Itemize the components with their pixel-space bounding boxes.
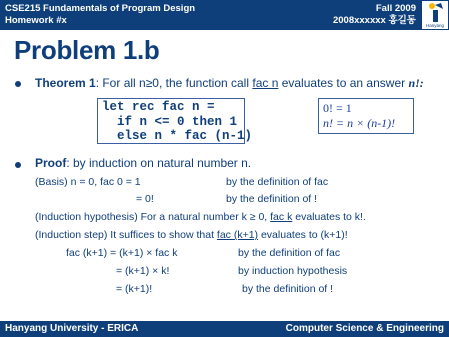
theorem-call: fac n — [252, 76, 279, 90]
step-line — [35, 229, 348, 241]
theorem-label: Theorem 1 — [35, 76, 96, 90]
code-line-1: let rec fac n = — [102, 100, 215, 114]
bullet-theorem — [15, 81, 21, 87]
hypothesis-call: fac k — [270, 211, 293, 223]
theorem-answer: n!: — [408, 76, 424, 90]
derivation-left-3: = (k+1)! — [116, 283, 153, 295]
course-title: CSE215 Fundamentals of Program Design — [5, 3, 196, 14]
basis-left: (Basis) n = 0, fac 0 = 1 — [35, 176, 141, 188]
derivation-left-2: = (k+1) × k! — [116, 265, 170, 277]
derivation-left-1: fac (k+1) = (k+1) × fac k — [66, 247, 178, 259]
derivation-right-2: by induction hypothesis — [238, 265, 348, 277]
hypothesis-line — [35, 211, 366, 223]
theorem-text-b: evaluates to an answer — [278, 76, 409, 90]
proof-text: : by induction on natural number n. — [66, 156, 252, 170]
slide-title: Problem 1.b — [14, 35, 160, 65]
derivation-right-1: by the definition of fac — [238, 247, 341, 259]
header-bar — [0, 0, 449, 30]
hypothesis-text-b: evaluates to k!. — [292, 211, 366, 223]
factorial-definition-box — [318, 98, 414, 134]
theorem-text-a: : For all n≥0, the function call — [95, 76, 253, 90]
logo-text: Hanyang — [425, 23, 445, 28]
hypothesis-text-a: (Induction hypothesis) For a natural number k ≥ 0, — [35, 211, 271, 223]
student-label: 2008xxxxxx 홍길동 — [332, 15, 416, 26]
basis-right: by the definition of fac — [226, 176, 329, 188]
definition-line-1: 0! = 1 — [323, 101, 352, 115]
proof-label: Proof — [35, 156, 67, 170]
step-text-a: (Induction step) It suffices to show that — [35, 229, 217, 241]
proof-line — [35, 156, 251, 170]
theorem-line — [35, 76, 424, 91]
basis-right-2: by the definition of ! — [226, 193, 318, 205]
derivation-right-3: by the definition of ! — [242, 283, 334, 295]
step-call: fac (k+1) — [216, 229, 259, 241]
basis-left-2: = 0! — [136, 193, 154, 205]
term-label: Fall 2009 — [375, 3, 416, 14]
code-line-3: else n * fac (n-1) — [102, 129, 253, 143]
code-line-2: if n <= 0 then 1 — [102, 114, 238, 129]
footer-bar — [0, 321, 449, 337]
code-box — [97, 98, 253, 144]
university-logo-icon — [422, 1, 448, 29]
step-text-b: evaluates to (k+1)! — [258, 229, 348, 241]
footer-department: Computer Science & Engineering — [285, 323, 444, 334]
bullet-proof — [15, 162, 21, 168]
homework-label: Homework #x — [5, 15, 67, 26]
definition-line-2: n! = n × (n-1)! — [323, 116, 396, 130]
footer-university: Hanyang University - ERICA — [5, 323, 139, 334]
